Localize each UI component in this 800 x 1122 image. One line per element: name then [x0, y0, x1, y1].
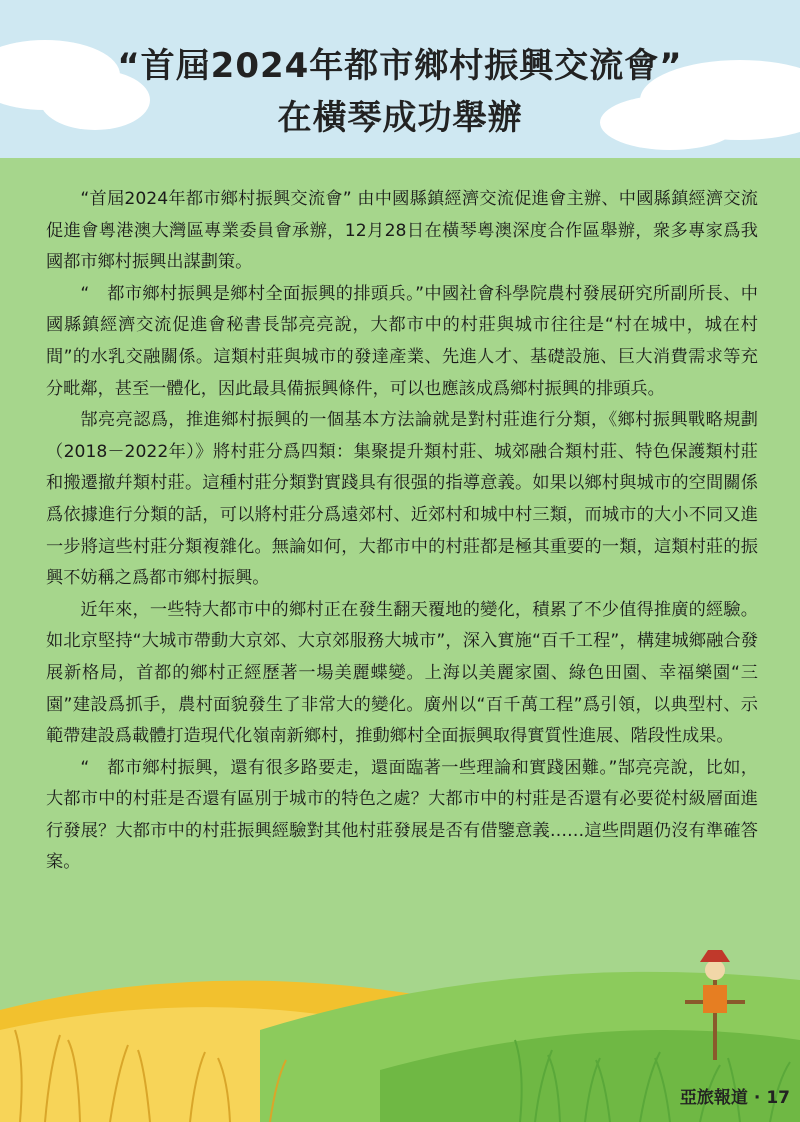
article-body: [46, 184, 758, 879]
paragraph-1: “首屆2024年都市鄉村振興交流會” 由中國縣鎮經濟交流促進會主辦、中國縣鎮經濟交流促進會粵港澳大灣區專業委員會承辦，12月28日在橫琴粵澳深度合作區舉辦，衆多專家爲我國都市鄉村振興出謀劃策。: [46, 189, 758, 273]
paragraph-2: “ 都市鄉村振興是鄉村全面振興的排頭兵。”中國社會科學院農村發展研究所副所長、中國縣鎮經濟交流促進會秘書長郜亮亮說，大都市中的村莊與城市往往是“村在城中，城在村間”的水乳交融關係。這類村莊與城市的發達產業、先進人才、基礎設施、巨大消費需求等充分毗鄰，甚至一體化，因此最具備振興條件，可以也應該成爲鄉村振興的排頭兵。: [46, 283, 758, 399]
page-number: 17: [766, 1088, 790, 1108]
article-title: [0, 40, 800, 144]
paragraph-3: 郜亮亮認爲，推進鄉村振興的一個基本方法論就是對村莊進行分類，《鄉村振興戰略規劃（2018－2022年）》將村莊分爲四類：集聚提升類村莊、城郊融合類村莊、特色保護類村莊和搬遷撤幷類村莊。這種村莊分類對實踐具有很强的指導意義。如果以鄉村與城市的空間關係爲依據進行分類的話，可以將村莊分爲遠郊村、近郊村和城中村三類，而城市的大小不同又進一步將這些村莊分類複雜化。無論如何，大都市中的村莊都是極其重要的一類，這類村莊的振興不妨稱之爲都市鄉村振興。: [46, 410, 758, 589]
paragraph-4: 近年來，一些特大都市中的鄉村正在發生翻天覆地的變化，積累了不少值得推廣的經驗。如北京堅持“大城市帶動大京郊、大京郊服務大城市”，深入實施“百千工程”，構建城鄉融合發展新格局，首都的鄉村正經歷著一場美麗蝶變。上海以美麗家園、綠色田園、幸福樂園“三園”建設爲抓手，農村面貌發生了非常大的變化。廣州以“百千萬工程”爲引領，以典型村、示範帶建設爲載體打造現代化嶺南新鄉村，推動鄉村全面振興取得實質性進展、階段性成果。: [46, 599, 758, 747]
footer-separator: ·: [753, 1088, 761, 1108]
page-footer: [680, 1083, 790, 1108]
title-line-2: 在橫琴成功舉辦: [277, 98, 523, 138]
title-line-1: “首屆2024年都市鄉村振興交流會”: [117, 46, 683, 86]
paragraph-5: “ 都市鄉村振興，還有很多路要走，還面臨著一些理論和實踐困難。”郜亮亮說，比如，大都市中的村莊是否還有區別于城市的特色之處？大都市中的村莊是否還有必要從村級層面進行發展？大都市中的村莊振興經驗對其他村莊發展是否有借鑒意義……這些問題仍沒有準確答案。: [46, 757, 758, 873]
publication-name: 亞旅報道: [679, 1088, 748, 1108]
